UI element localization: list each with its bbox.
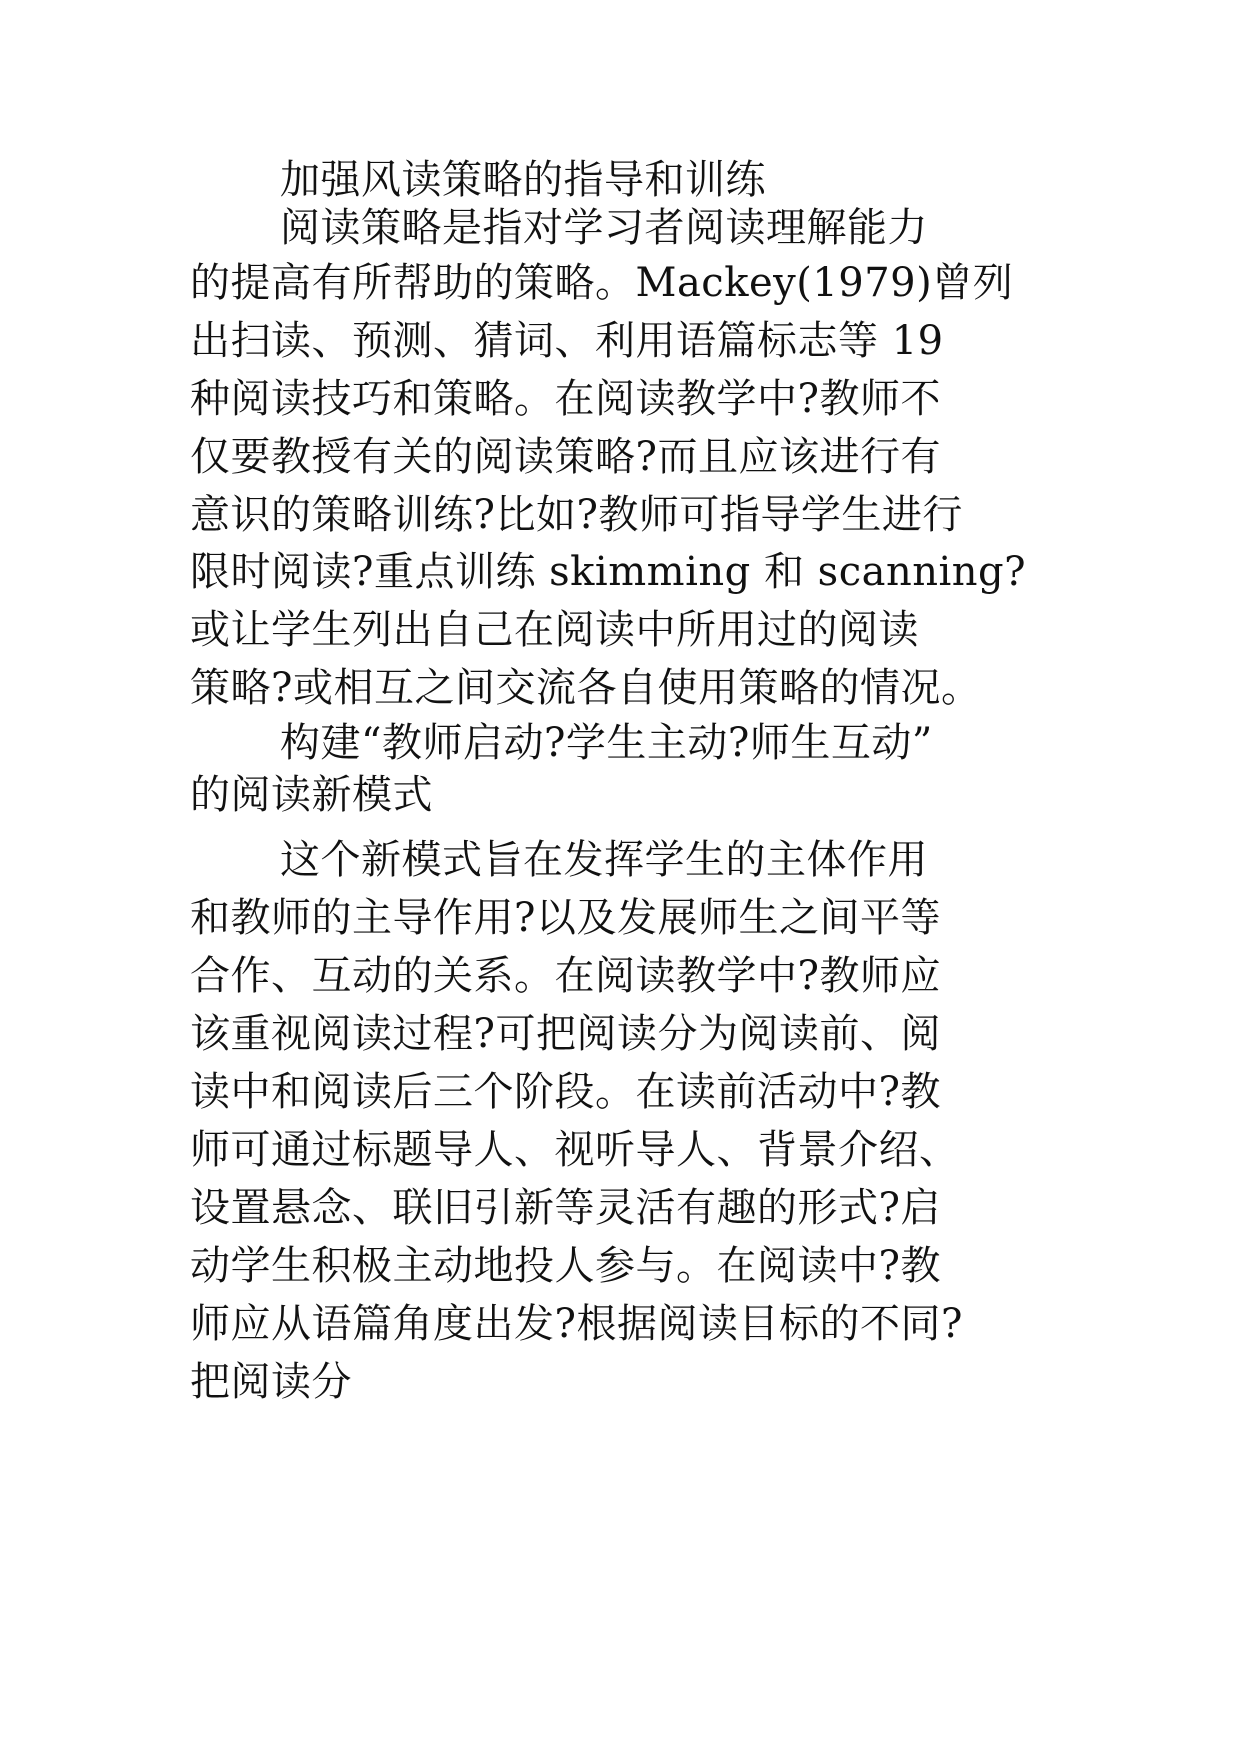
paragraph-line: 仅要教授有关的阅读策略?而且应该进行有 xyxy=(190,434,941,480)
paragraph-line: 师应从语篇角度出发?根据阅读目标的不同? xyxy=(190,1301,963,1347)
paragraph-line: 出扫读、预测、猜词、利用语篇标志等 19 xyxy=(190,318,944,364)
paragraph-line: 限时阅读?重点训练 skimming 和 scanning? xyxy=(190,549,1027,595)
paragraph-line: 动学生积极主动地投人参与。在阅读中?教 xyxy=(190,1243,941,1289)
paragraph-line: 该重视阅读过程?可把阅读分为阅读前、阅 xyxy=(190,1011,941,1057)
paragraph-line: 或让学生列出自己在阅读中所用过的阅读 xyxy=(190,607,919,653)
paragraph-line: 种阅读技巧和策略。在阅读教学中?教师不 xyxy=(190,376,941,422)
paragraph-line: 和教师的主导作用?以及发展师生之间平等 xyxy=(190,895,941,941)
section-heading-new-reading-model: 构建“教师启动?学生主动?师生互动” xyxy=(280,720,933,766)
paragraph-line: 设置悬念、联旧引新等灵活有趣的形式?启 xyxy=(190,1185,941,1231)
paragraph-line: 这个新模式旨在发挥学生的主体作用 xyxy=(280,837,928,883)
section-heading-continuation: 的阅读新模式 xyxy=(190,772,433,818)
paragraph-line: 阅读策略是指对学习者阅读理解能力 xyxy=(280,205,928,251)
paragraph-line: 合作、互动的关系。在阅读教学中?教师应 xyxy=(190,953,941,999)
paragraph-line: 把阅读分 xyxy=(190,1359,352,1405)
paragraph-line: 读中和阅读后三个阶段。在读前活动中?教 xyxy=(190,1069,941,1115)
paragraph-line: 策略?或相互之间交流各自使用策略的情况。 xyxy=(190,665,982,711)
section-heading-reading-strategies: 加强风读策略的指导和训练 xyxy=(280,157,766,203)
paragraph-line: 师可通过标题导人、视听导人、背景介绍、 xyxy=(190,1127,960,1173)
paragraph-line: 意识的策略训练?比如?教师可指导学生进行 xyxy=(190,492,963,538)
paragraph-line: 的提高有所帮助的策略。Mackey(1979)曾列 xyxy=(190,260,1014,306)
